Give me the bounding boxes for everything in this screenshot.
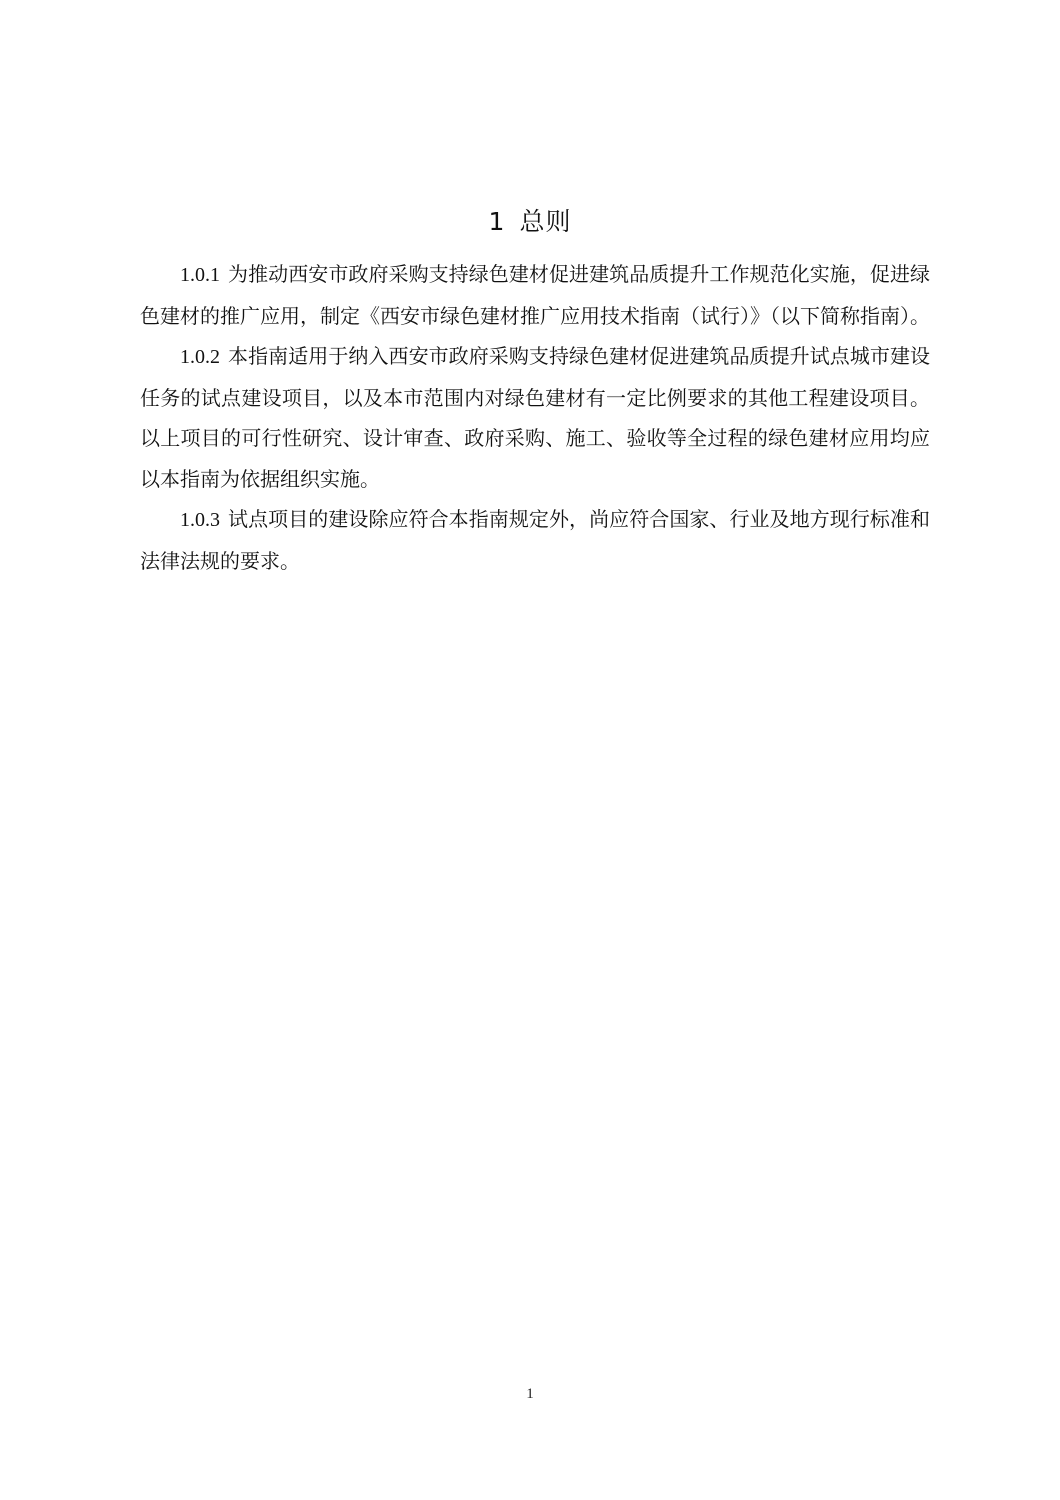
clause-text: 为推动西安市政府采购支持绿色建材促进建筑品质提升工作规范化实施，促进绿色建材的推广应用，制定《西安市绿色建材推广应用技术指南（试行）》（以下简称指南）。 (140, 262, 930, 328)
chapter-title: 总则 (519, 207, 572, 236)
chapter-heading (0, 200, 1060, 244)
clause-1-0-3 (140, 499, 930, 581)
clause-number: 1.0.1 (180, 264, 220, 286)
clause-number: 1.0.2 (180, 346, 220, 368)
chapter-number: 1 (488, 207, 506, 236)
chapter-body (140, 254, 930, 581)
clause-text: 本指南适用于纳入西安市政府采购支持绿色建材促进建筑品质提升试点城市建设任务的试点建设项目，以及本市范围内对绿色建材有一定比例要求的其他工程建设项目。以上项目的可行性研究、设计审查、政府采购、施工、验收等全过程的绿色建材应用均应以本指南为依据组织实施。 (140, 344, 930, 491)
page-number: 1 (526, 1386, 534, 1402)
clause-1-0-1 (140, 254, 930, 336)
clause-1-0-2 (140, 336, 930, 499)
clause-text: 试点项目的建设除应符合本指南规定外，尚应符合国家、行业及地方现行标准和法律法规的要求。 (140, 507, 930, 573)
clause-number: 1.0.3 (180, 509, 220, 531)
